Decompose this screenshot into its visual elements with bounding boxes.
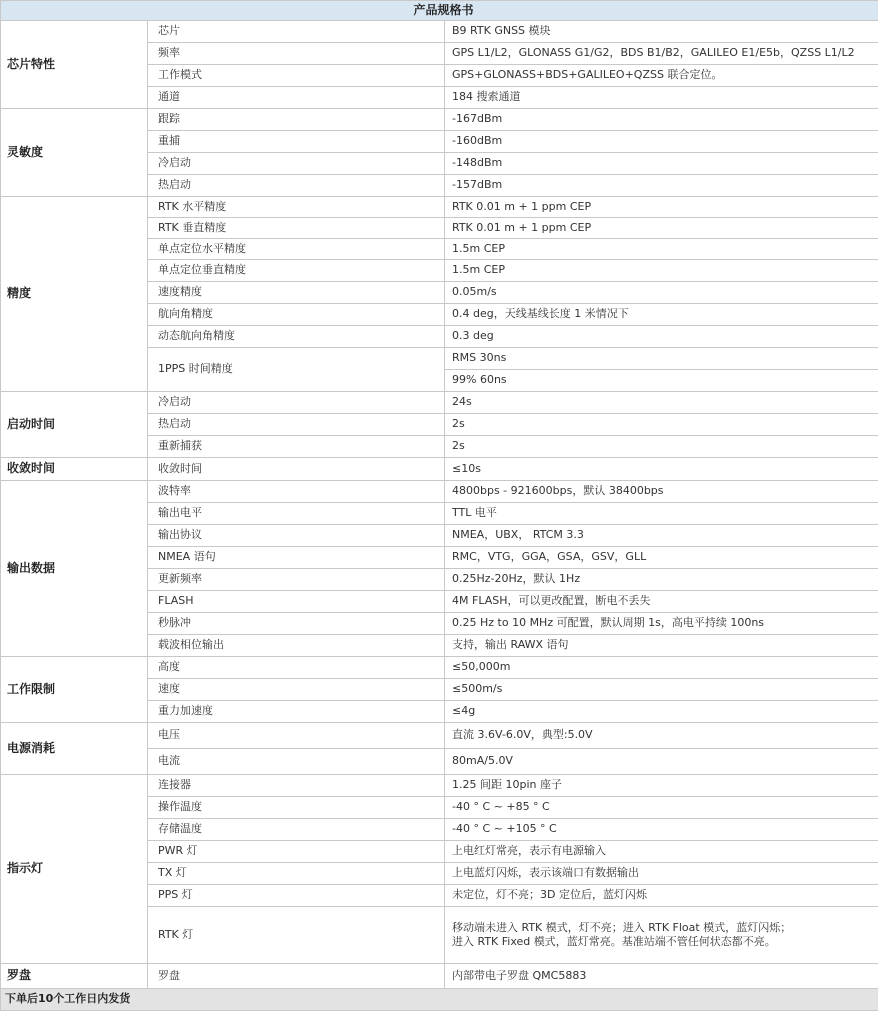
category-cell: 灵敏度 bbox=[1, 109, 148, 197]
parameter-cell: 连接器 bbox=[148, 775, 445, 797]
parameter-cell: 收敛时间 bbox=[148, 458, 445, 481]
value-cell: -40 ° C ~ +85 ° C bbox=[445, 797, 878, 819]
parameter-cell: 单点定位垂直精度 bbox=[148, 260, 445, 282]
parameter-cell: 频率 bbox=[148, 43, 445, 65]
parameter-cell: 秒脉冲 bbox=[148, 613, 445, 635]
table-title-row bbox=[1, 1, 878, 21]
table-row bbox=[1, 21, 878, 43]
category-cell: 工作限制 bbox=[1, 657, 148, 723]
parameter-cell: 罗盘 bbox=[148, 964, 445, 989]
parameter-cell: 更新频率 bbox=[148, 569, 445, 591]
value-cell: 移动端未进入 RTK 模式，灯不亮；进入 RTK Float 模式，蓝灯闪烁； 进入 RTK Fixed 模式，蓝灯常亮。基准站端不管任何状态都不亮。 bbox=[445, 907, 878, 964]
parameter-cell: 载波相位输出 bbox=[148, 635, 445, 657]
table-row bbox=[1, 657, 878, 679]
value-cell: 未定位，灯不亮；3D 定位后，蓝灯闪烁 bbox=[445, 885, 878, 907]
table-row bbox=[1, 197, 878, 218]
parameter-cell: 重新捕获 bbox=[148, 436, 445, 458]
value-cell: 24s bbox=[445, 392, 878, 414]
value-cell: 184 搜索通道 bbox=[445, 87, 878, 109]
parameter-cell: 波特率 bbox=[148, 481, 445, 503]
value-cell: NMEA，UBX， RTCM 3.3 bbox=[445, 525, 878, 547]
value-cell: 直流 3.6V-6.0V，典型:5.0V bbox=[445, 723, 878, 749]
table-row bbox=[1, 723, 878, 749]
category-cell: 罗盘 bbox=[1, 964, 148, 989]
parameter-cell: TX 灯 bbox=[148, 863, 445, 885]
value-cell: RTK 0.01 m + 1 ppm CEP bbox=[445, 197, 878, 218]
parameter-cell: RTK 灯 bbox=[148, 907, 445, 964]
value-cell: -167dBm bbox=[445, 109, 878, 131]
parameter-cell: 电流 bbox=[148, 749, 445, 775]
value-cell: B9 RTK GNSS 模块 bbox=[445, 21, 878, 43]
parameter-cell: 动态航向角精度 bbox=[148, 326, 445, 348]
parameter-cell: PPS 灯 bbox=[148, 885, 445, 907]
value-cell: RMC，VTG，GGA，GSA，GSV，GLL bbox=[445, 547, 878, 569]
value-cell: 4800bps - 921600bps，默认 38400bps bbox=[445, 481, 878, 503]
value-cell: 0.05m/s bbox=[445, 282, 878, 304]
value-cell: 1.5m CEP bbox=[445, 260, 878, 282]
category-cell: 指示灯 bbox=[1, 775, 148, 964]
parameter-cell: 速度精度 bbox=[148, 282, 445, 304]
parameter-cell: PWR 灯 bbox=[148, 841, 445, 863]
table-row bbox=[1, 392, 878, 414]
parameter-cell: 芯片 bbox=[148, 21, 445, 43]
value-cell: 80mA/5.0V bbox=[445, 749, 878, 775]
value-cell: 2s bbox=[445, 436, 878, 458]
parameter-cell: 输出协议 bbox=[148, 525, 445, 547]
table-row bbox=[1, 775, 878, 797]
category-cell: 输出数据 bbox=[1, 481, 148, 657]
value-cell: -157dBm bbox=[445, 175, 878, 197]
value-cell: 1.25 间距 10pin 座子 bbox=[445, 775, 878, 797]
parameter-cell: 单点定位水平精度 bbox=[148, 239, 445, 260]
value-cell: 上电蓝灯闪烁，表示该端口有数据输出 bbox=[445, 863, 878, 885]
value-cell: 上电红灯常亮，表示有电源输入 bbox=[445, 841, 878, 863]
parameter-cell: 1PPS 时间精度 bbox=[148, 348, 445, 392]
value-cell: 2s bbox=[445, 414, 878, 436]
category-cell: 电源消耗 bbox=[1, 723, 148, 775]
category-cell: 启动时间 bbox=[1, 392, 148, 458]
value-cell: ≤500m/s bbox=[445, 679, 878, 701]
parameter-cell: 跟踪 bbox=[148, 109, 445, 131]
parameter-cell: 热启动 bbox=[148, 414, 445, 436]
value-cell: 支持，输出 RAWX 语句 bbox=[445, 635, 878, 657]
parameter-cell: 操作温度 bbox=[148, 797, 445, 819]
value-cell: 0.4 deg，天线基线长度 1 米情况下 bbox=[445, 304, 878, 326]
value-cell: 1.5m CEP bbox=[445, 239, 878, 260]
value-cell: -40 ° C ~ +105 ° C bbox=[445, 819, 878, 841]
value-cell: 0.3 deg bbox=[445, 326, 878, 348]
footer-note: 下单后10个工作日内发货 bbox=[1, 989, 878, 1011]
table-title: 产品规格书 bbox=[1, 1, 878, 21]
parameter-cell: 重捕 bbox=[148, 131, 445, 153]
parameter-cell: 输出电平 bbox=[148, 503, 445, 525]
parameter-cell: RTK 垂直精度 bbox=[148, 218, 445, 239]
value-cell: RTK 0.01 m + 1 ppm CEP bbox=[445, 218, 878, 239]
value-cell: 99% 60ns bbox=[445, 370, 878, 392]
parameter-cell: 冷启动 bbox=[148, 392, 445, 414]
parameter-cell: 航向角精度 bbox=[148, 304, 445, 326]
parameter-cell: 存储温度 bbox=[148, 819, 445, 841]
category-cell: 收敛时间 bbox=[1, 458, 148, 481]
value-cell: 4M FLASH，可以更改配置，断电不丢失 bbox=[445, 591, 878, 613]
footer-row bbox=[1, 989, 878, 1011]
value-cell: RMS 30ns bbox=[445, 348, 878, 370]
table-row bbox=[1, 481, 878, 503]
parameter-cell: 通道 bbox=[148, 87, 445, 109]
value-cell: ≤10s bbox=[445, 458, 878, 481]
parameter-cell: 热启动 bbox=[148, 175, 445, 197]
value-cell: ≤4g bbox=[445, 701, 878, 723]
parameter-cell: 冷启动 bbox=[148, 153, 445, 175]
table-row bbox=[1, 964, 878, 989]
value-cell: 0.25 Hz to 10 MHz 可配置，默认周期 1s，高电平持续 100ns bbox=[445, 613, 878, 635]
parameter-cell: RTK 水平精度 bbox=[148, 197, 445, 218]
value-cell: ≤50,000m bbox=[445, 657, 878, 679]
parameter-cell: NMEA 语句 bbox=[148, 547, 445, 569]
parameter-cell: 高度 bbox=[148, 657, 445, 679]
category-cell: 精度 bbox=[1, 197, 148, 392]
parameter-cell: 速度 bbox=[148, 679, 445, 701]
value-cell: -148dBm bbox=[445, 153, 878, 175]
value-cell: 0.25Hz-20Hz，默认 1Hz bbox=[445, 569, 878, 591]
parameter-cell: 电压 bbox=[148, 723, 445, 749]
table-row bbox=[1, 458, 878, 481]
value-cell: -160dBm bbox=[445, 131, 878, 153]
parameter-cell: FLASH bbox=[148, 591, 445, 613]
value-cell: TTL 电平 bbox=[445, 503, 878, 525]
value-cell: GPS+GLONASS+BDS+GALILEO+QZSS 联合定位。 bbox=[445, 65, 878, 87]
parameter-cell: 重力加速度 bbox=[148, 701, 445, 723]
category-cell: 芯片特性 bbox=[1, 21, 148, 109]
value-cell: GPS L1/L2，GLONASS G1/G2，BDS B1/B2，GALILEO E1/E5b，QZSS L1/L2 bbox=[445, 43, 878, 65]
table-row bbox=[1, 109, 878, 131]
value-cell: 内部带电子罗盘 QMC5883 bbox=[445, 964, 878, 989]
parameter-cell: 工作模式 bbox=[148, 65, 445, 87]
